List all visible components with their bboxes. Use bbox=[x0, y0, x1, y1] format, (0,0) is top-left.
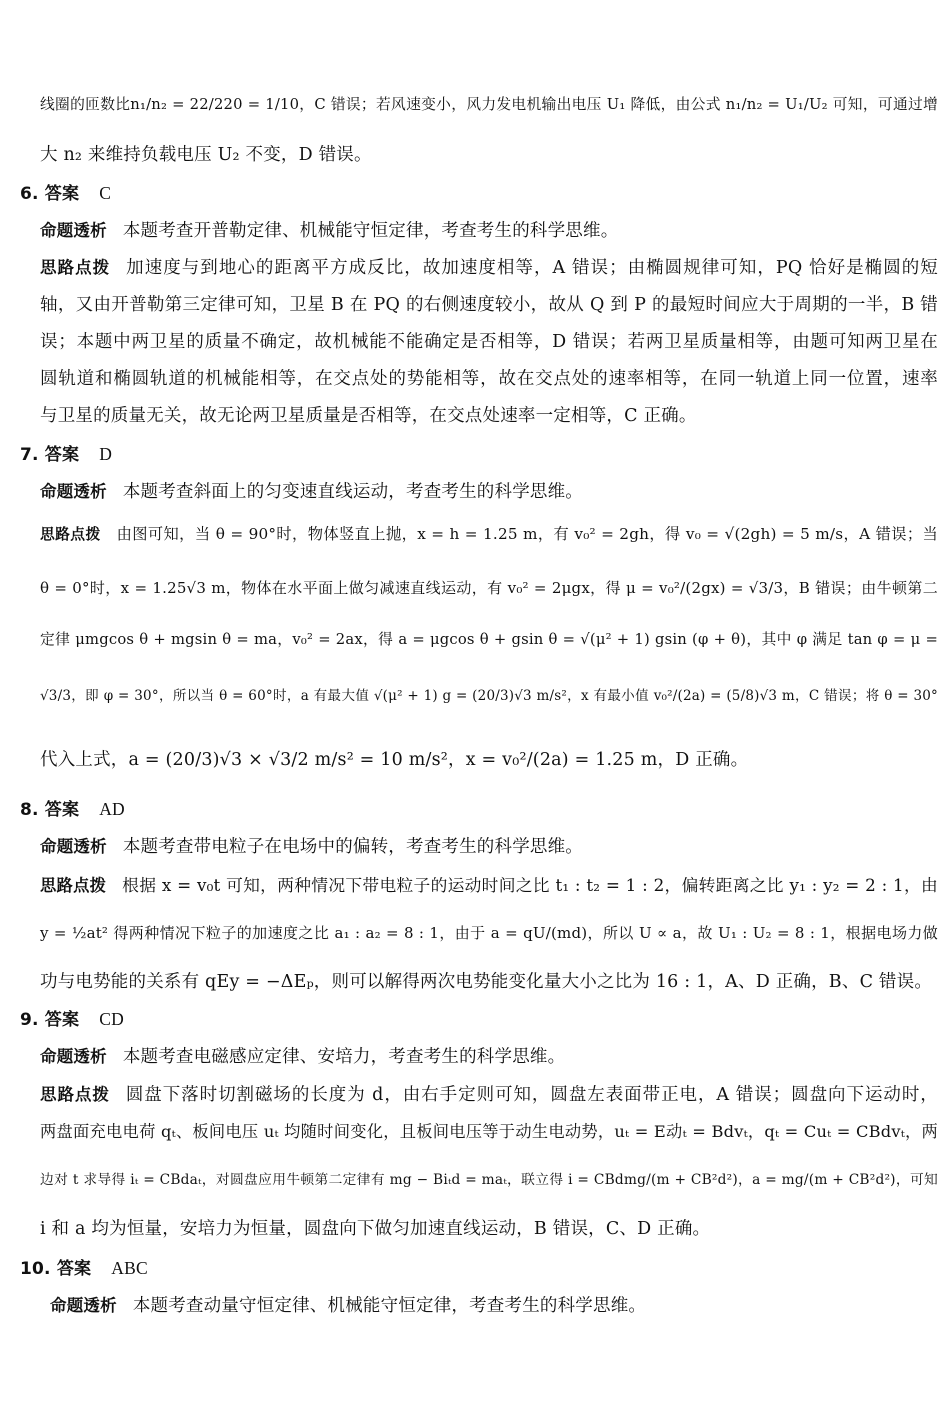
q8-answer-heading bbox=[20, 797, 938, 822]
q9-label-intent: 命题透析 bbox=[40, 1047, 107, 1066]
q9-analysis bbox=[40, 1045, 938, 1069]
q7-reasoning-line-3: 定律 μmgcos θ + mgsin θ = ma，v₀² = 2ax，得 a = μgcos θ + gsin θ = √(μ² + 1) gsin (φ + θ)，其中 φ 满足 tan φ = μ = bbox=[40, 631, 938, 648]
q7-analysis bbox=[40, 480, 938, 504]
q7-reasoning-line-2: θ = 0°时，x = 1.25√3 m，物体在水平面上做匀减速直线运动，有 v₀² = 2μgx，得 μ = v₀²/(2gx) = √3/3，B 错误；由牛顿第二 bbox=[40, 579, 938, 597]
q6-answer: C bbox=[99, 183, 112, 203]
q6-intent-text: 本题考查开普勒定律、机械能守恒定律，考查考生的科学思维。 bbox=[122, 221, 619, 241]
q6-reasoning-line-4: 圆轨道和椭圆轨道的机械能相等，在交点处的势能相等，故在交点处的速率相等，在同一轨道上同一位置，速率 bbox=[40, 369, 938, 389]
q9-label-reasoning: 思路点拨 bbox=[40, 1085, 110, 1104]
q8-label-intent: 命题透析 bbox=[40, 837, 107, 856]
q6-label-intent: 命题透析 bbox=[40, 221, 107, 240]
q6-head: 6. 答案 bbox=[20, 184, 80, 204]
q8-head: 8. 答案 bbox=[20, 800, 80, 820]
q6-analysis bbox=[40, 219, 938, 243]
q8-intent-text: 本题考查带电粒子在电场中的偏转，考查考生的科学思维。 bbox=[122, 837, 584, 857]
q6-reasoning-text-1: 加速度与到地心的距离平方成反比，故加速度相等，A 错误；由椭圆规律可知，PQ 恰好是椭圆的短 bbox=[126, 258, 938, 278]
q7-answer-heading bbox=[20, 442, 938, 467]
q5-continued-line-1: 线圈的匝数比n₁/n₂ = 22/220 = 1/10，C 错误；若风速变小，风力发电机输出电压 U₁ 降低，由公式 n₁/n₂ = U₁/U₂ 可知，可通过增 bbox=[40, 96, 938, 113]
q9-reasoning-line-3: 边对 t 求导得 iₜ = CBdaₜ，对圆盘应用牛顿第二定律有 mg − Biₜd = maₜ，联立得 i = CBdmg/(m + CB²d²)，a = mg/(m + CB²d²)，可知 bbox=[40, 1172, 938, 1188]
q9-reasoning-line-1 bbox=[40, 1083, 938, 1107]
q9-reasoning-text-1: 圆盘下落时切割磁场的长度为 d，由右手定则可知，圆盘左表面带正电，A 错误；圆盘向下运动时， bbox=[125, 1085, 938, 1105]
q6-label-reasoning: 思路点拨 bbox=[40, 258, 111, 277]
q9-reasoning-line-2: 两盘面充电电荷 qₜ、板间电压 uₜ 均随时间变化，且板间电压等于动生电动势，uₜ = E动ₜ = Bdvₜ，qₜ = Cuₜ = CBdvₜ，两 bbox=[40, 1122, 938, 1141]
q10-intent-text: 本题考查动量守恒定律、机械能守恒定律，考查考生的科学思维。 bbox=[132, 1296, 647, 1316]
q8-reasoning-line-2: y = ½at² 得两种情况下粒子的加速度之比 a₁ : a₂ = 8 : 1，由于 a = qU/(md)，所以 U ∝ a，故 U₁ : U₂ = 8 : 1，根据电场力做 bbox=[40, 924, 938, 942]
q8-reasoning-text-1: 根据 x = v₀t 可知，两种情况下带电粒子的运动时间之比 t₁ : t₂ = 1 : 2，偏转距离之比 y₁ : y₂ = 2 : 1，由 bbox=[122, 875, 938, 895]
q7-answer: D bbox=[99, 444, 113, 464]
q7-reasoning-text-1: 由图可知，当 θ = 90°时，物体竖直上抛，x = h = 1.25 m，有 v₀² = 2gh，得 v₀ = √(2gh) = 5 m/s，A 错误；当 bbox=[116, 525, 938, 543]
q7-reasoning-line-1 bbox=[40, 522, 938, 547]
q9-answer-heading bbox=[20, 1007, 938, 1032]
q7-reasoning-line-4: √3/3，即 φ = 30°，所以当 θ = 60°时，a 有最大值 √(μ² + 1) g = (20/3)√3 m/s²，x 有最小值 v₀²/(2a) = (5/8)√3 m，C 错误；将 θ = 30° bbox=[40, 688, 938, 704]
q9-answer: CD bbox=[99, 1009, 124, 1029]
q9-intent-text: 本题考查电磁感应定律、安培力，考查考生的科学思维。 bbox=[122, 1047, 566, 1067]
q7-label-reasoning: 思路点拨 bbox=[40, 526, 101, 543]
q8-label-reasoning: 思路点拨 bbox=[40, 876, 107, 895]
q7-reasoning-line-5: 代入上式，a = (20/3)√3 × √3/2 m/s² = 10 m/s²，x = v₀²/(2a) = 1.25 m，D 正确。 bbox=[40, 750, 749, 770]
q5-continued-line-2: 大 n₂ 来维持负载电压 U₂ 不变，D 错误。 bbox=[40, 145, 372, 165]
q6-answer-heading bbox=[20, 181, 938, 206]
q7-label-intent: 命题透析 bbox=[40, 482, 107, 501]
q7-intent-text: 本题考查斜面上的匀变速直线运动，考查考生的科学思维。 bbox=[122, 482, 584, 502]
q7-head: 7. 答案 bbox=[20, 445, 80, 465]
q8-reasoning-line-1 bbox=[40, 873, 938, 898]
q10-answer-heading bbox=[20, 1256, 938, 1281]
q10-answer: ABC bbox=[111, 1258, 148, 1278]
q10-analysis bbox=[50, 1294, 938, 1318]
q6-reasoning-line-3: 误；本题中两卫星的质量不确定，故机械能不能确定是否相等，D 错误；若两卫星质量相等，由题可知两卫星在 bbox=[40, 332, 938, 352]
q6-reasoning-line-1 bbox=[40, 256, 938, 280]
q8-reasoning-line-3: 功与电势能的关系有 qEy = −ΔEₚ，则可以解得两次电势能变化量大小之比为 16 : 1，A、D 正确，B、C 错误。 bbox=[40, 972, 933, 992]
q9-head: 9. 答案 bbox=[20, 1010, 80, 1030]
q9-reasoning-line-4: i 和 a 均为恒量，安培力为恒量，圆盘向下做匀加速直线运动，B 错误，C、D 正确。 bbox=[40, 1219, 711, 1239]
q6-reasoning-line-5: 与卫星的质量无关，故无论两卫星质量是否相等，在交点处速率一定相等，C 正确。 bbox=[40, 406, 697, 426]
q10-head: 10. 答案 bbox=[20, 1259, 92, 1279]
q8-analysis bbox=[40, 835, 938, 859]
q8-answer: AD bbox=[99, 799, 125, 819]
q6-reasoning-line-2: 轴，又由开普勒第三定律可知，卫星 B 在 PQ 的右侧速度较小，故从 Q 到 P 的最短时间应大于周期的一半，B 错 bbox=[40, 295, 938, 315]
q10-label-intent: 命题透析 bbox=[50, 1296, 117, 1315]
